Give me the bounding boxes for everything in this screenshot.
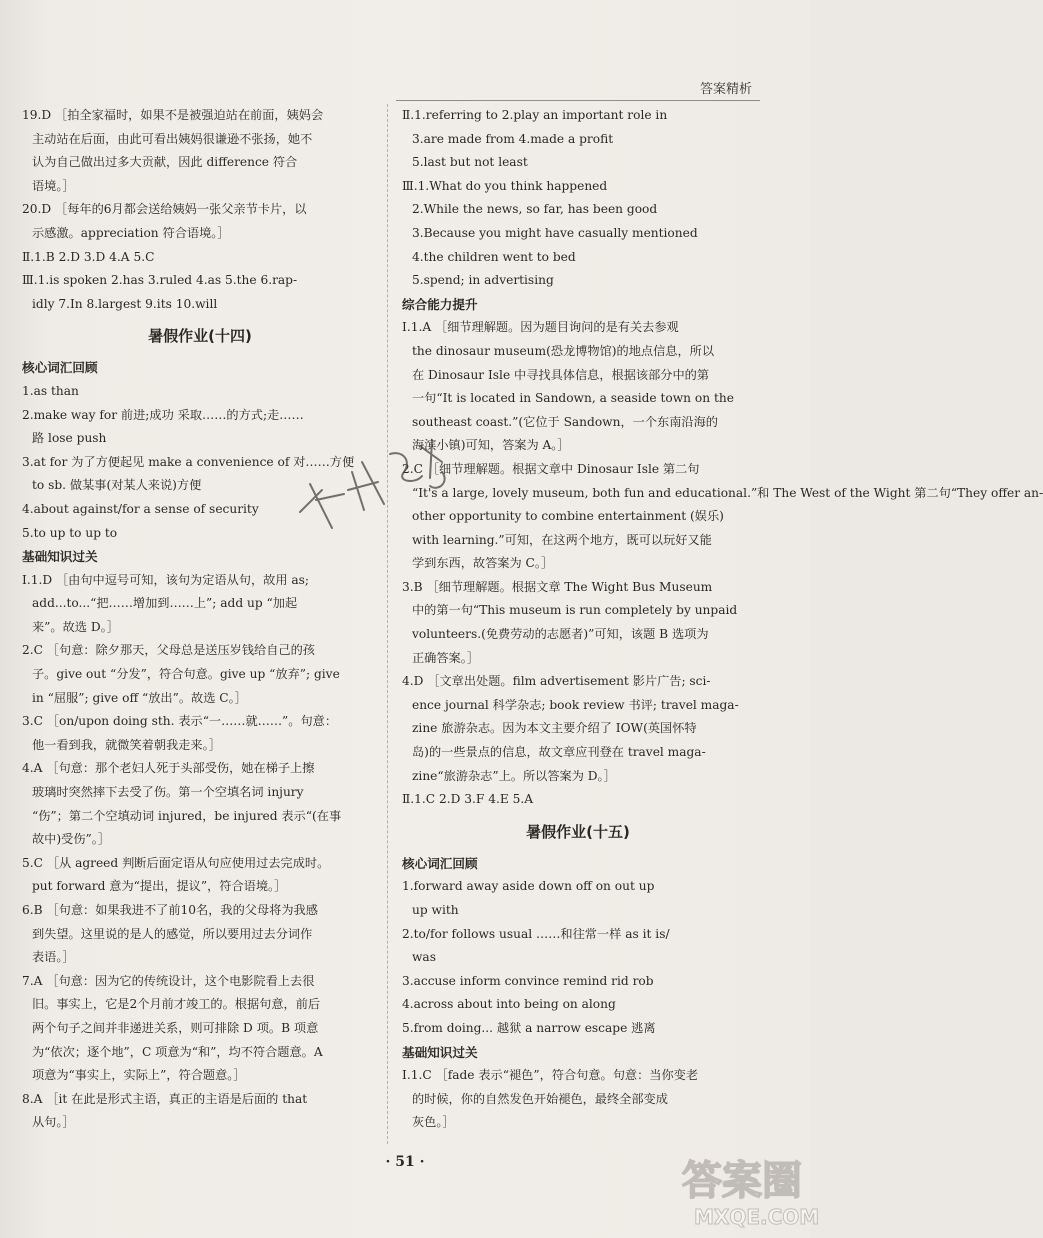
text-line: 岛)的一些景点的信息，故文章应刊登在 travel maga- bbox=[412, 745, 706, 760]
text-line: 2.C ［细节理解题。根据文章中 Dinosaur Isle 第二句 bbox=[402, 461, 700, 476]
text-line: 4.A ［句意：那个老妇人死于头部受伤，她在梯子上擦 bbox=[22, 761, 315, 776]
text-line: 3.are made from 4.made a profit bbox=[412, 131, 614, 146]
subsection-heading: 基础知识过关 bbox=[22, 549, 98, 565]
text-line: 来”。故选 D。］ bbox=[32, 619, 119, 634]
text-line: Ⅱ.1.B 2.D 3.D 4.A 5.C bbox=[22, 249, 155, 264]
column-divider bbox=[387, 104, 388, 1144]
svg-text:MXQE.COM: MXQE.COM bbox=[694, 1205, 820, 1229]
text-line: 项意为“事实上，实际上”，符合题意。］ bbox=[32, 1068, 246, 1083]
text-line: in “屈服”; give off “放出”。故选 C。］ bbox=[32, 690, 247, 705]
text-line: Ⅲ.1.What do you think happened bbox=[402, 178, 608, 193]
text-line: to sb. 做某事(对某人来说)方便 bbox=[32, 478, 202, 493]
right-column bbox=[402, 104, 1043, 1135]
text-line: 的时候，你的自然发色开始褪色，最终全部变成 bbox=[412, 1091, 668, 1106]
text-line: 5.C ［从 agreed 判断后面定语从句应使用过去完成时。 bbox=[22, 855, 330, 870]
text-line: with learning.”可知，在这两个地方，既可以玩好又能 bbox=[412, 532, 712, 547]
page-header: 答案精析 bbox=[699, 82, 752, 97]
subsection-heading: 核心词汇回顾 bbox=[402, 855, 478, 871]
text-line: 1.forward away aside down off on out up bbox=[402, 879, 655, 894]
text-line: Ⅰ.1.D ［由句中逗号可知，该句为定语从句，故用 as; bbox=[22, 572, 310, 587]
text-line: 故中)受伤”。］ bbox=[32, 832, 111, 847]
text-line: 3.C ［on/upon doing sth. 表示“一……就……”。句意： bbox=[22, 714, 338, 729]
text-line: 玻璃时突然摔下去受了伤。第一个空填名词 injury bbox=[32, 785, 304, 800]
header-rule bbox=[396, 100, 760, 101]
text-line: 灰色。］ bbox=[412, 1115, 455, 1130]
text-line: put forward 意为“提出，提议”，符合语境。］ bbox=[32, 879, 287, 894]
text-line: 7.A ［句意：因为它的传统设计，这个电影院看上去很 bbox=[22, 973, 315, 988]
text-line: 表语。］ bbox=[32, 950, 75, 965]
text-line: Ⅱ.1.C 2.D 3.F 4.E 5.A bbox=[402, 792, 534, 807]
text-line: 4.the children went to bed bbox=[412, 249, 576, 264]
text-line: 学到东西，故答案为 C。］ bbox=[412, 556, 554, 571]
text-line: 海滨小镇)可知，答案为 A。］ bbox=[412, 438, 570, 453]
subsection-heading: 综合能力提升 bbox=[402, 296, 478, 312]
handwriting-mark bbox=[292, 432, 462, 542]
text-line: 中的第一句“This museum is run completely by unpaid bbox=[412, 603, 738, 618]
text-line: 6.B ［句意：如果我进不了前10名，我的父母将为我感 bbox=[22, 903, 318, 917]
text-line: 一句“It is located in Sandown, a seaside town on the bbox=[412, 391, 734, 406]
text-line: 子。give out “分发”，符合句意。give up “放弃”; give bbox=[32, 667, 340, 682]
text-line: Ⅱ.1.referring to 2.play an important role in bbox=[402, 108, 668, 122]
text-line: 到失望。这里说的是人的感觉，所以要用过去分词作 bbox=[32, 926, 313, 941]
text-line: 2.to/for follows usual ……和往常一样 as it is/ bbox=[402, 926, 670, 941]
text-line: 从句。］ bbox=[32, 1115, 75, 1130]
text-line: 5.last but not least bbox=[412, 155, 528, 170]
text-line: other opportunity to combine entertainment (娱乐) bbox=[412, 509, 724, 524]
text-line: 2.C ［句意：除夕那天，父母总是送压岁钱给自己的孩 bbox=[22, 643, 315, 658]
text-line: 3.B ［细节理解题。根据文章 The Wight Bus Museum bbox=[402, 579, 713, 594]
text-line: Ⅲ.1.is spoken 2.has 3.ruled 4.as 5.the 6.rap- bbox=[22, 273, 298, 288]
text-line: 2.While the news, so far, has been good bbox=[412, 202, 658, 217]
text-line: 4.D ［文章出处题。film advertisement 影片广告; sci- bbox=[402, 674, 711, 689]
text-line: 2.make way for 前进;成功 采取……的方式;走…… bbox=[22, 407, 304, 422]
text-line: 旧。事实上，它是2个月前才竣工的。根据句意，前后 bbox=[32, 997, 321, 1012]
text-line: 示感激。appreciation 符合语境。］ bbox=[32, 225, 230, 240]
text-line: 5.from doing... 越狱 a narrow escape 逃离 bbox=[402, 1020, 656, 1035]
page-number: · 51 · bbox=[385, 1154, 425, 1170]
text-line: 正确答案。］ bbox=[412, 650, 480, 665]
text-line: “伤”；第二个空填动词 injured，be injured 表示“(在事 bbox=[32, 808, 342, 823]
text-line: was bbox=[412, 950, 436, 965]
text-line: 3.accuse inform convince remind rid rob bbox=[402, 973, 654, 988]
text-line: 为“依次；逐个地”，C 项意为“和”，均不符合题意。A bbox=[32, 1044, 323, 1059]
text-line: Ⅰ.1.C ［fade 表示“褪色”，符合句意。句意：当你变老 bbox=[402, 1068, 699, 1083]
text-line: zine 旅游杂志。因为本文主要介绍了 IOW(英国怀特 bbox=[412, 721, 697, 736]
svg-text:答案圈: 答案圈 bbox=[682, 1158, 802, 1204]
text-line: 认为自己做出过多大贡献，因此 difference 符合 bbox=[32, 155, 298, 170]
text-line: Ⅰ.1.A ［细节理解题。因为题目询问的是有关去参观 bbox=[402, 320, 679, 335]
text-line: 在 Dinosaur Isle 中寻找具体信息，根据该部分中的第 bbox=[412, 367, 710, 382]
text-line: 1.as than bbox=[22, 383, 79, 398]
text-line: 路 lose push bbox=[32, 431, 107, 446]
text-line: 语境。］ bbox=[32, 178, 75, 193]
text-line: 5.spend; in advertising bbox=[412, 273, 554, 288]
text-line: zine“旅游杂志”上。所以答案为 D。］ bbox=[412, 768, 616, 783]
left-column bbox=[22, 104, 378, 1135]
text-line: up with bbox=[412, 903, 459, 917]
text-line: 3.at for 为了方便起见 make a convenience of 对……方便 bbox=[22, 454, 355, 469]
text-line: southeast coast.”(它位于 Sandown，一个东南沿海的 bbox=[412, 414, 718, 429]
text-line: 两个句子之间并非递进关系，则可排除 D 项。B 项意 bbox=[32, 1020, 319, 1035]
text-line: 20.D ［每年的6月都会送给姨妈一张父亲节卡片，以 bbox=[22, 202, 307, 217]
watermark-logo bbox=[676, 1140, 820, 1234]
text-line: 4.across about into being on along bbox=[402, 997, 616, 1012]
text-line: 主动站在后面，由此可看出姨妈很谦逊不张扬，她不 bbox=[32, 131, 313, 146]
text-line: 19.D ［拍全家福时，如果不是被强迫站在前面，姨妈会 bbox=[22, 108, 324, 122]
text-line: 3.Because you might have casually mentioned bbox=[412, 225, 698, 240]
text-line: ence journal 科学杂志; book review 书评; travel maga- bbox=[412, 697, 739, 712]
subsection-heading: 核心词汇回顾 bbox=[22, 360, 98, 376]
text-line: add...to...“把……增加到……上”; add up “加起 bbox=[32, 596, 298, 611]
text-line: 5.to up to up to bbox=[22, 525, 118, 540]
subsection-heading: 基础知识过关 bbox=[402, 1044, 478, 1060]
text-line: volunteers.(免费劳动的志愿者)”可知，该题 B 选项为 bbox=[412, 627, 709, 642]
text-line: 4.about against/for a sense of security bbox=[22, 501, 259, 516]
text-line: 8.A ［it 在此是形式主语，真正的主语是后面的 that bbox=[22, 1091, 308, 1106]
text-line: “It's a large, lovely museum, both fun and educational.”和 The West of the Wight 第二句“They offer an- bbox=[412, 485, 1043, 500]
section-title: 暑假作业(十五) bbox=[526, 822, 630, 841]
text-line: 他一看到我，就微笑着朝我走来。］ bbox=[32, 737, 221, 752]
section-title: 暑假作业(十四) bbox=[148, 327, 252, 346]
text-line: the dinosaur museum(恐龙博物馆)的地点信息，所以 bbox=[412, 343, 715, 358]
text-line: idly 7.In 8.largest 9.its 10.will bbox=[32, 296, 218, 311]
